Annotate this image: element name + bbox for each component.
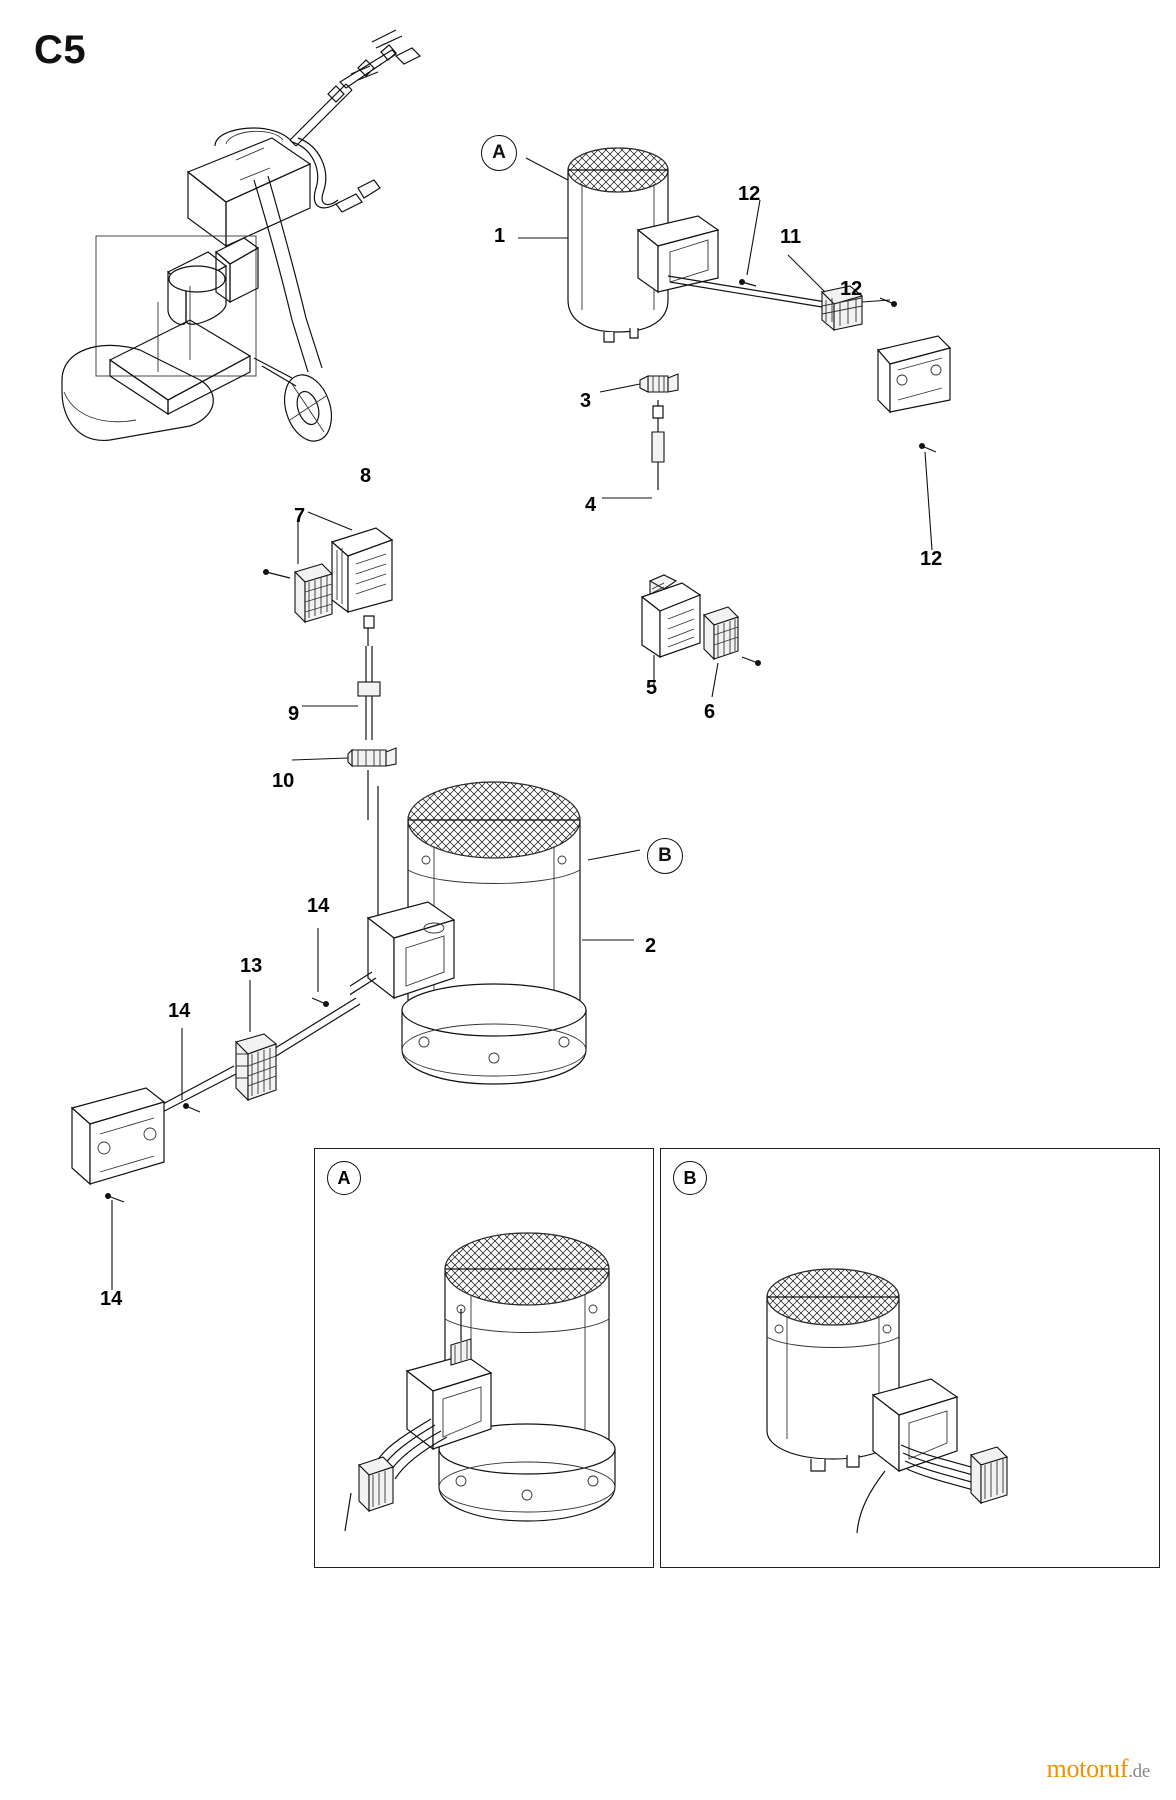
detail-panel-a [314,1148,654,1568]
callout-4: 4 [585,494,597,516]
callout-2: 2 [645,935,657,957]
top-leader-lines [470,70,990,590]
watermark-brand: motoruf [1046,1754,1129,1783]
callout-14-upper: 14 [307,895,330,917]
detail-panel-a-tag: A [327,1161,361,1195]
callout-12-bottom: 12 [920,548,943,570]
watermark-tld: .de [1128,1761,1150,1782]
callout-13: 13 [240,955,263,977]
callout-8: 8 [360,465,372,487]
assembly-label-b: B [647,838,683,874]
callout-5: 5 [646,677,658,699]
detail-panel-b-tag: B [673,1161,707,1195]
callout-9: 9 [288,703,300,725]
detail-panel-b [660,1148,1160,1568]
callout-10: 10 [272,770,295,792]
callout-12-top: 12 [738,183,761,205]
callout-1: 1 [494,225,506,247]
callout-7: 7 [294,505,306,527]
page-title: C5 [34,28,87,72]
callout-12-right: 12 [840,278,863,300]
callout-11: 11 [780,226,802,248]
watermark [1047,1754,1150,1784]
callout-6: 6 [704,701,716,723]
callout-14-bottom: 14 [100,1288,123,1310]
detail-b-drawing [661,1149,1157,1565]
callout-14-left: 14 [168,1000,191,1022]
machine-overview-illustration [40,20,440,470]
callout-3: 3 [580,390,592,412]
detail-a-drawing [315,1149,651,1565]
assembly-label-a: A [481,135,517,171]
